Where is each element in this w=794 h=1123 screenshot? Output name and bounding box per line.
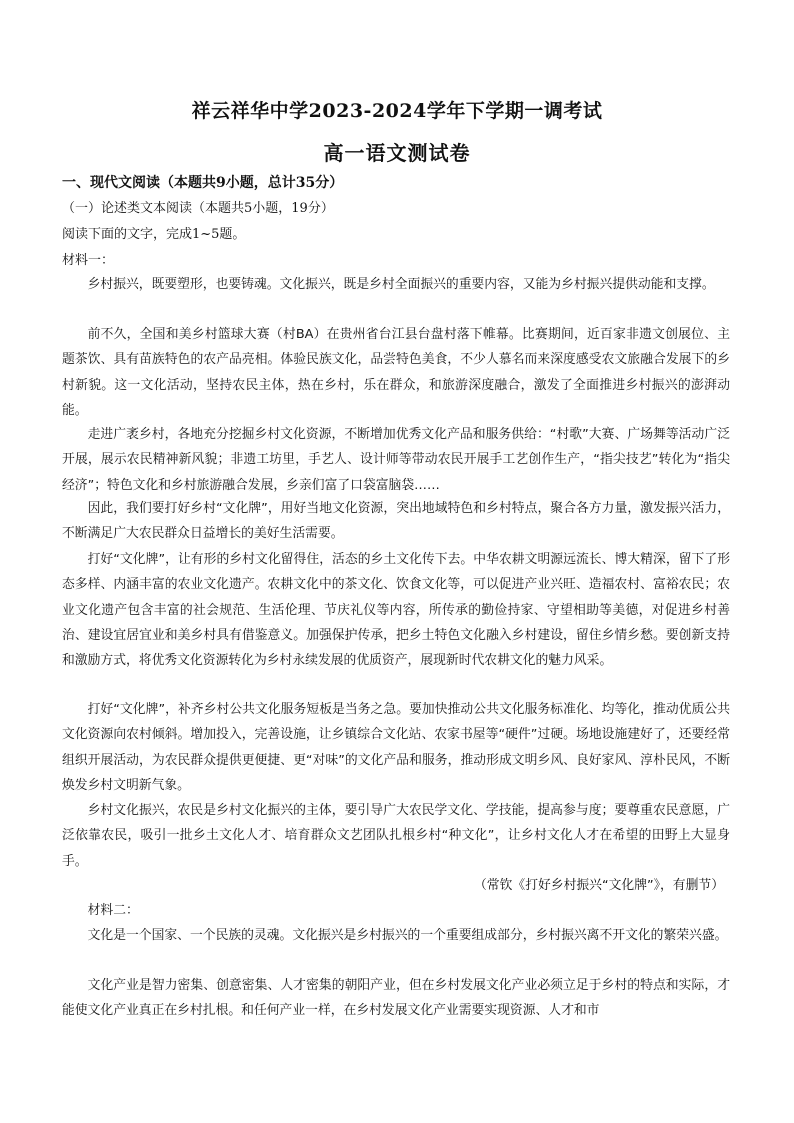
material1-paragraph: 走进广袤乡村，各地充分挖掘乡村文化资源，不断增加优秀文化产品和服务供给：“村歌”大赛、广场舞等活动广泛开展，展示农民精神新风貌；非遗工坊里，手艺人、设计师等带动农民开展手工艺创作生产，“指尖技艺”转化为“指尖经济”；特色文化和乡村旅游融合发展，乡亲们富了口袋富脑袋……: [62, 427, 730, 493]
material2-paragraph: 文化是一个国家、一个民族的灵魂。文化振兴是乡村振兴的一个重要组成部分，乡村振兴离不开文化的繁荣兴盛。: [87, 928, 728, 943]
material2-label: 材料二：: [87, 903, 139, 918]
material2-paragraph: 文化产业是智力密集、创意密集、人才密集的朝阳产业，但在乡村发展文化产业必须立足于乡村的特点和实际，才能使文化产业真正在乡村扎根。和任何产业一样，在乡村发展文化产业需要实现资源、人才和市: [62, 978, 730, 1019]
material1-paragraph: 打好“文化牌”，补齐乡村公共文化服务短板是当务之急。要加快推动公共文化服务标准化、均等化，推动优质公共文化资源向农村倾斜。增加投入，完善设施，让乡镇综合文化站、农家书屋等“硬件”过硬。场地设施建好了，还要经常组织开展活动，为农民群众提供更便捷、更“对味”的文化产品和服务，推动形成文明乡风、良好家风、淳朴民风，不断焕发乡村文明新气象。: [62, 702, 730, 793]
section-heading: 一、现代文阅读（本题共9小题，总计35分）: [62, 175, 344, 191]
material1-label: 材料一：: [62, 253, 115, 268]
instruction-text: 阅读下面的文字，完成1~5题。: [62, 227, 246, 242]
material1-paragraph: 乡村振兴，既要塑形，也要铸魂。文化振兴，既是乡村全面振兴的重要内容，又能为乡村振兴提供动能和支撑。: [87, 277, 715, 292]
material1-source: （常钦《打好乡村振兴“文化牌”》，有删节）: [474, 878, 724, 893]
material1-paragraph: 乡村文化振兴，农民是乡村文化振兴的主体，要引导广大农民学文化、学技能，提高参与度；要尊重农民意愿，广泛依靠农民，吸引一批乡土文化人才、培育群众文艺团队扎根乡村“种文化”，让乡村文化人才在希望的田野上大显身手。: [62, 803, 730, 869]
material1-paragraph: 前不久，全国和美乡村篮球大赛（村BA）在贵州省台江县台盘村落下帷幕。比赛期间，近百家非遗文创展位、主题茶饮、具有苗族特色的农产品亮相。体验民族文化，品尝特色美食，不少人慕名而来深度感受农文旅融合发展下的乡村新貌。这一文化活动，坚持农民主体，热在乡村，乐在群众，和旅游深度融合，激发了全面推进乡村振兴的澎湃动能。: [62, 327, 730, 418]
subsection-heading: （一）论述类文本阅读（本题共5小题，19分）: [62, 201, 334, 216]
material1-paragraph: 因此，我们要打好乡村“文化牌”，用好当地文化资源，突出地域特色和乡村特点，聚合各方力量，激发振兴活力，不断满足广大农民群众日益增长的美好生活需要。: [62, 501, 730, 542]
exam-title: 高一语文测试卷: [323, 141, 471, 165]
school-title: 祥云祥华中学2023-2024学年下学期一调考试: [191, 100, 603, 122]
material1-paragraph: 打好“文化牌”，让有形的乡村文化留得住，活态的乡土文化传下去。中华农耕文明源远流长、博大精深，留下了形态多样、内涵丰富的农业文化遗产。农耕文化中的茶文化、饮食文化等，可以促进产业兴旺、造福农村、富裕农民；农业文化遗产包含丰富的社会规范、生活伦理、节庆礼仪等内容，所传承的勤俭持家、守望相助等美德，对促进乡村善治、建设宜居宜业和美乡村具有借鉴意义。加强保护传承，把乡土特色文化融入乡村建设，留住乡情乡愁。要创新支持和激励方式，将优秀文化资源转化为乡村永续发展的优质资产，展现新时代农耕文化的魅力风采。: [62, 552, 730, 669]
